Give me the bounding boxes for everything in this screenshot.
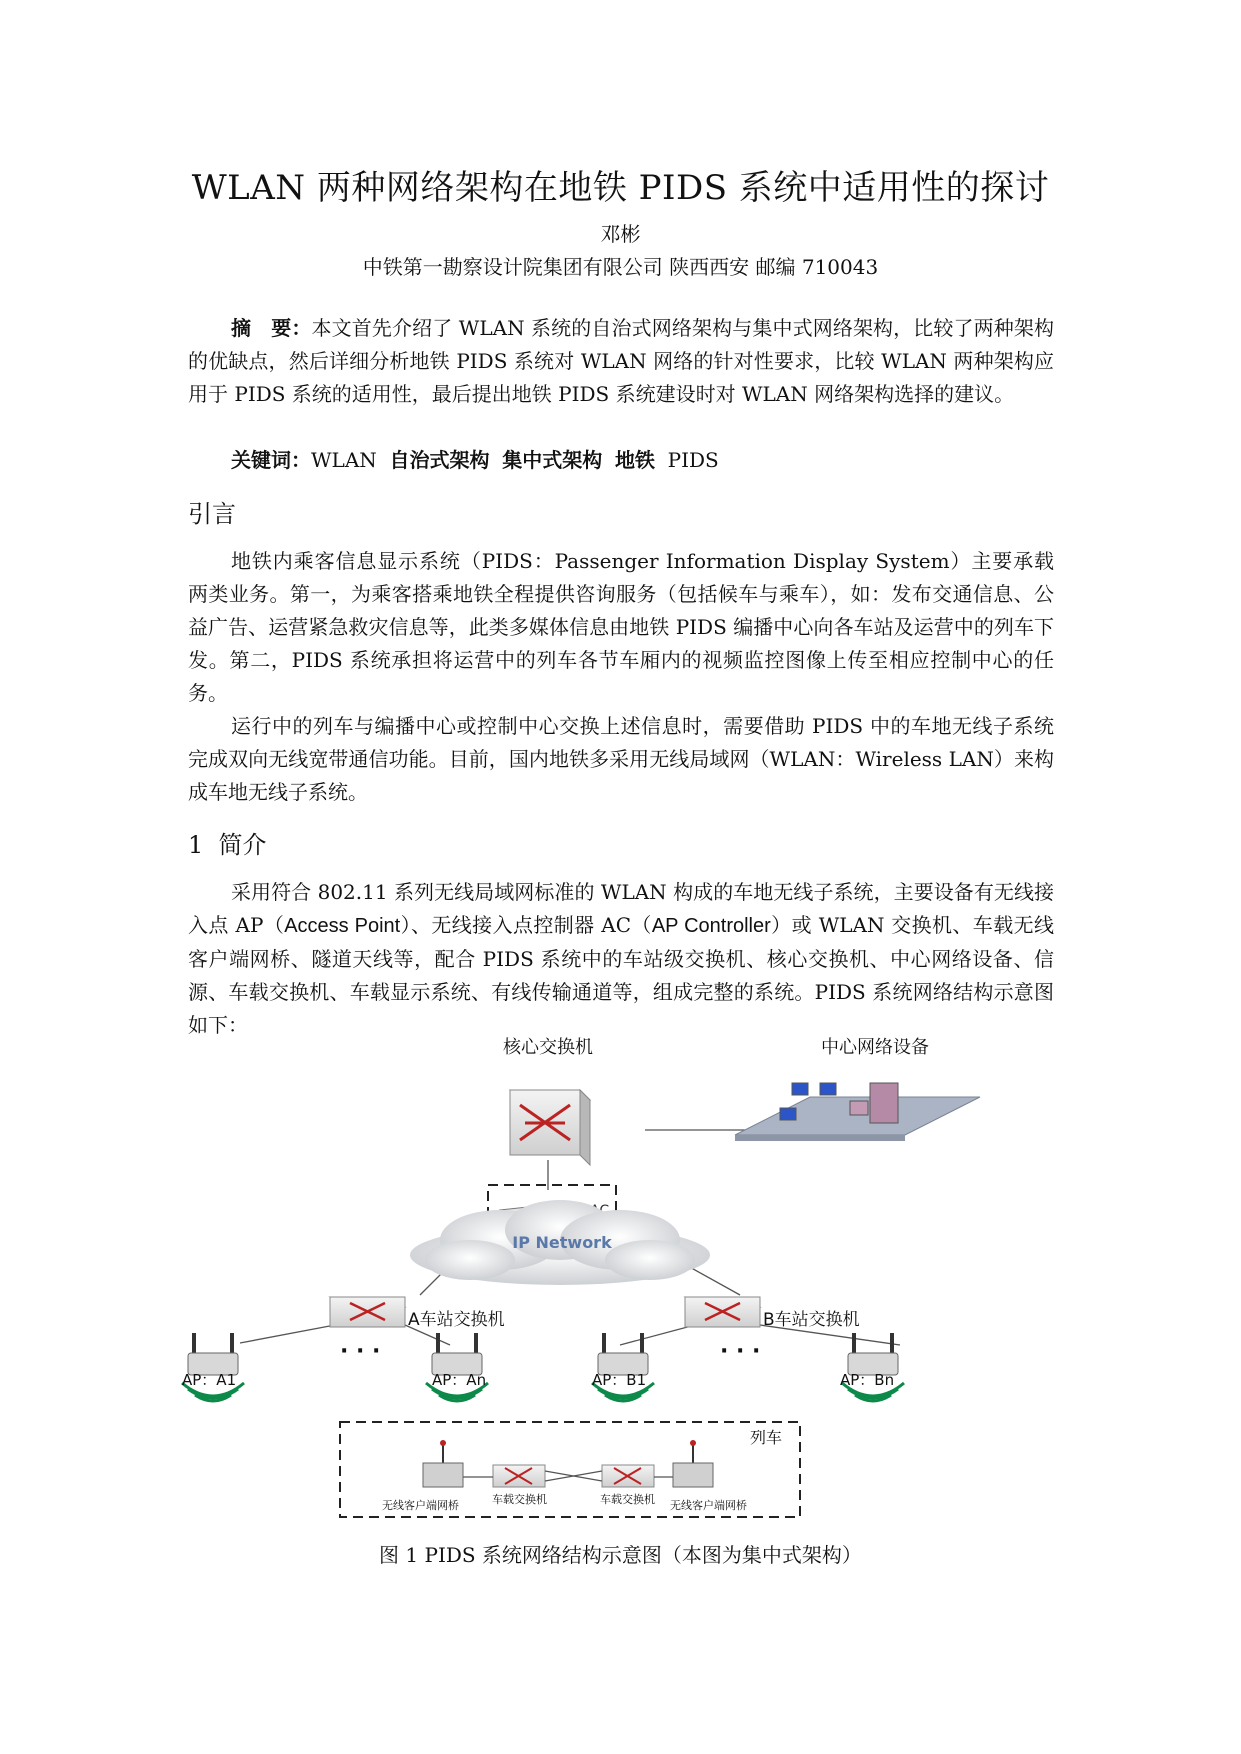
train-switch-right-icon xyxy=(602,1465,654,1487)
keyword-item: 地铁 xyxy=(614,448,655,472)
ellipsis-b: · · · xyxy=(720,1339,761,1364)
train-bridge-left-label: 无线客户端网桥 xyxy=(382,1499,459,1512)
train-switch-left-icon xyxy=(493,1465,545,1487)
ap-b1-label: AP：B1 xyxy=(592,1371,647,1389)
affiliation: 中铁第一勘察设计院集团有限公司 陕西西安 邮编 710043 xyxy=(362,255,879,279)
section-1-text-a: 采用符合 802.11 系列无线局域网标准的 WLAN 构成的车地无线子系统，主要设备有无线接入点 AP（ xyxy=(188,880,1054,937)
ap-an-label: AP：An xyxy=(432,1371,487,1389)
section-1-heading xyxy=(188,825,267,860)
station-a-label: A车站交换机 xyxy=(408,1310,505,1330)
center-network-icon xyxy=(735,1083,980,1141)
section-1-paragraph xyxy=(188,876,1054,1042)
keywords xyxy=(188,444,1054,477)
intro-paragraph-2: 运行中的列车与编播中心或控制中心交换上述信息时，需要借助 PIDS 中的车地无线子系统完成双向无线宽带通信功能。目前，国内地铁多采用无线局域网（WLAN：Wireless LAN）来构成车地无线子系统。 xyxy=(188,714,1054,804)
keyword-item: 集中式架构 xyxy=(502,448,603,472)
figure-caption: 图 1 PIDS 系统网络结构示意图（本图为集中式架构） xyxy=(379,1543,862,1567)
keyword-item: WLAN xyxy=(311,448,377,472)
train-switch-left-label: 车载交换机 xyxy=(492,1493,547,1506)
station-b-switch-icon xyxy=(685,1297,760,1327)
keywords-label: 关键词： xyxy=(231,448,311,472)
station-b-label: B车站交换机 xyxy=(763,1310,860,1330)
ellipsis-a: · · · xyxy=(340,1339,381,1364)
access-point-term: Access Point xyxy=(284,915,401,937)
author: 邓彬 xyxy=(600,222,641,246)
train-switch-right-label: 车载交换机 xyxy=(600,1493,655,1506)
center-equipment-label: 中心网络设备 xyxy=(821,1037,929,1058)
ap-bn-label: AP：Bn xyxy=(840,1371,895,1389)
ap-a1-icon xyxy=(182,1333,244,1401)
section-1-text-b: ）、无线接入点控制器 AC（ xyxy=(400,913,652,937)
ap-bn-icon xyxy=(842,1333,904,1401)
keyword-item: PIDS xyxy=(667,448,719,472)
intro-paragraph-1: 地铁内乘客信息显示系统（PIDS：Passenger Information Display System）主要承载两类业务。第一，为乘客搭乘地铁全程提供咨询服务（包括候车与乘车），如：发布交通信息、公益广告、运营紧急救灾信息等，此类多媒体信息由地铁 PIDS 编播中心向各车站及运营中的列车下发。第二，PIDS 系统承担将运营中的列车各节车厢内的视频监控图像上传至相应控制中心的任务。 xyxy=(188,549,1054,705)
ip-network-label: IP Network xyxy=(512,1233,612,1252)
keyword-item: 自治式架构 xyxy=(389,448,490,472)
section-1-title: 简介 xyxy=(218,831,267,859)
station-a-switch-icon xyxy=(330,1297,405,1327)
ap-an-icon xyxy=(426,1333,488,1401)
ap-b1-icon xyxy=(592,1333,654,1401)
train-bridge-left-icon xyxy=(423,1440,463,1487)
network-diagram xyxy=(180,1035,1080,1535)
abstract-text: 本文首先介绍了 WLAN 系统的自治式网络架构与集中式网络架构，比较了两种架构的优缺点，然后详细分析地铁 PIDS 系统对 WLAN 网络的针对性要求，比较 WLAN 两种架构应用于 PIDS 系统的适用性，最后提出地铁 PIDS 系统建设时对 WLAN 网络架构选择的建议。 xyxy=(188,316,1055,406)
paper-title: WLAN 两种网络架构在地铁 PIDS 系统中适用性的探讨 xyxy=(191,168,1050,208)
train-bridge-right-icon xyxy=(673,1440,713,1487)
abstract-label: 摘 要： xyxy=(231,316,312,340)
ap-a1-label: AP：A1 xyxy=(182,1371,237,1389)
link-station-b-ap-b1 xyxy=(620,1325,695,1345)
section-1-number: 1 xyxy=(188,831,204,859)
train-label: 列车 xyxy=(750,1428,783,1447)
link-station-a-ap-a1 xyxy=(240,1325,335,1343)
train-bridge-right-label: 无线客户端网桥 xyxy=(670,1499,747,1512)
ap-controller-term: AP Controller xyxy=(651,915,771,937)
core-switch-icon xyxy=(510,1090,590,1165)
intro-heading: 引言 xyxy=(188,500,236,528)
section-1-text-c: ）或 WLAN 交换机、车载无线客户端网桥、隧道天线等，配合 PIDS 系统中的车站级交换机、核心交换机、中心网络设备、信源、车载交换机、车载显示系统、有线传输通道等，组成完整的系统。PIDS 系统网络结构示意图如下： xyxy=(188,913,1054,1037)
core-switch-label: 核心交换机 xyxy=(503,1037,593,1058)
abstract xyxy=(188,312,1054,411)
